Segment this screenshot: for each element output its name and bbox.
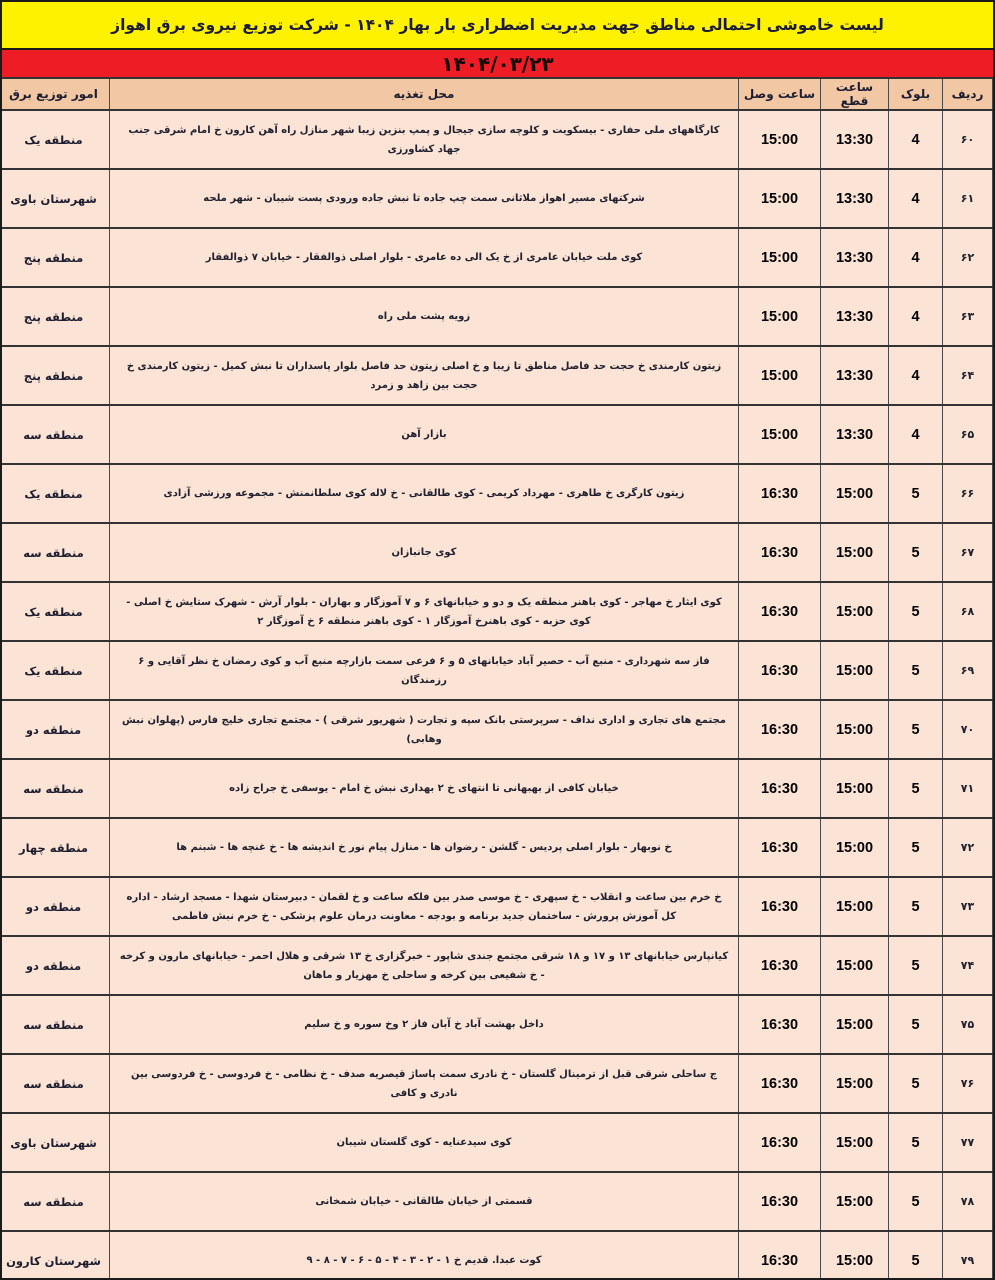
row-number-cell: ۷۷ <box>943 1113 993 1172</box>
cut-time-cell: 15:00 <box>821 1113 889 1172</box>
table-row <box>0 995 993 1054</box>
block-cell: 5 <box>889 464 943 523</box>
row-number-cell: ۷۸ <box>943 1172 993 1231</box>
reconnect-time-cell: 16:30 <box>739 1113 821 1172</box>
district-cell: منطقه یک <box>0 582 110 641</box>
location-cell: فاز سه شهرداری - منبع آب - حصیر آباد خیابانهای ۵ و ۶ فرعی سمت بازارچه منبع آب و کوی رمضان خ نظر آقایی و ۶ رزمندگان <box>110 641 739 700</box>
block-cell: 5 <box>889 936 943 995</box>
table-row <box>0 1054 993 1113</box>
row-number-cell: ۶۰ <box>943 110 993 169</box>
header-reconnect-time: ساعت وصل <box>739 78 821 110</box>
header-row-number: ردیف <box>943 78 993 110</box>
block-cell: 5 <box>889 641 943 700</box>
location-cell: کوت عبدا. قدیم خ ۱ - ۲ - ۳ - ۴ - ۵ - ۶ - ۷ - ۸ - ۹ <box>110 1231 739 1280</box>
row-number-cell: ۶۱ <box>943 169 993 228</box>
location-cell: کوی ایثار خ مهاجر - کوی باهنر منطقه یک و دو و خیابانهای ۶ و ۷ آموزگار و بهاران - بلوار آرش - شهرک ستایش خ اصلی - کوی حزبه - کوی باهنرخ آموزگار ۱ - کوی باهنر منطقه ۶ خ آموزگار ۲ <box>110 582 739 641</box>
location-cell: ج ساحلی شرقی قبل از ترمینال گلستان - خ نادری سمت پاساژ قیصریه صدف - خ نظامی - خ فردوسی - خ فردوسی بین نادری و کافی <box>110 1054 739 1113</box>
reconnect-time-cell: 16:30 <box>739 818 821 877</box>
table-row <box>0 228 993 287</box>
table-body <box>0 110 993 1280</box>
location-cell: داخل بهشت آباد خ آبان فاز ۲ وخ سوره و خ سلیم <box>110 995 739 1054</box>
outage-schedule-table <box>0 77 993 1280</box>
row-number-cell: ۷۰ <box>943 700 993 759</box>
block-cell: 5 <box>889 1054 943 1113</box>
table-row <box>0 1231 993 1280</box>
header-location: محل تغذیه <box>110 78 739 110</box>
block-cell: 5 <box>889 1113 943 1172</box>
reconnect-time-cell: 16:30 <box>739 582 821 641</box>
block-cell: 4 <box>889 228 943 287</box>
header-cut-time: ساعت قطع <box>821 78 889 110</box>
reconnect-time-cell: 16:30 <box>739 641 821 700</box>
location-cell: کوی ملت خیابان عامری از خ یک الی ده عامری - بلوار اصلی ذوالفقار - خیابان ۷ ذوالفقار <box>110 228 739 287</box>
location-cell: شرکتهای مسیر اهواز ملاثانی سمت چپ جاده تا نبش جاده ورودی پست شیبان - شهر ملحه <box>110 169 739 228</box>
header-row <box>0 78 993 110</box>
table-row <box>0 877 993 936</box>
table-header <box>0 78 993 110</box>
row-number-cell: ۶۳ <box>943 287 993 346</box>
cut-time-cell: 15:00 <box>821 1231 889 1280</box>
district-cell: منطقه سه <box>0 1054 110 1113</box>
reconnect-time-cell: 16:30 <box>739 936 821 995</box>
location-cell: زیتون کارگری خ طاهری - مهرداد کریمی - کوی طالقانی - خ لاله کوی سلطانمنش - مجموعه ورزشی آزادی <box>110 464 739 523</box>
row-number-cell: ۶۹ <box>943 641 993 700</box>
table-row <box>0 169 993 228</box>
district-cell: منطقه یک <box>0 464 110 523</box>
district-cell: شهرستان کارون <box>0 1231 110 1280</box>
reconnect-time-cell: 16:30 <box>739 1054 821 1113</box>
district-cell: منطقه سه <box>0 759 110 818</box>
cut-time-cell: 13:30 <box>821 228 889 287</box>
table-row <box>0 110 993 169</box>
table-row <box>0 818 993 877</box>
table-row <box>0 405 993 464</box>
location-cell: زیتون کارمندی خ حجت حد فاصل مناطق تا زیبا و خ اصلی زیتون حد فاصل بلوار پاسداران تا نبش کمیل - زیتون کارمندی خ حجت بین زاهد و زمرد <box>110 346 739 405</box>
block-cell: 4 <box>889 287 943 346</box>
cut-time-cell: 15:00 <box>821 759 889 818</box>
block-cell: 4 <box>889 110 943 169</box>
cut-time-cell: 15:00 <box>821 936 889 995</box>
reconnect-time-cell: 15:00 <box>739 287 821 346</box>
district-cell: منطقه پنج <box>0 287 110 346</box>
reconnect-time-cell: 16:30 <box>739 759 821 818</box>
table-row <box>0 1172 993 1231</box>
row-number-cell: ۷۴ <box>943 936 993 995</box>
reconnect-time-cell: 16:30 <box>739 877 821 936</box>
row-number-cell: ۷۶ <box>943 1054 993 1113</box>
cut-time-cell: 15:00 <box>821 641 889 700</box>
district-cell: منطقه سه <box>0 523 110 582</box>
cut-time-cell: 15:00 <box>821 700 889 759</box>
district-cell: منطقه یک <box>0 110 110 169</box>
reconnect-time-cell: 15:00 <box>739 169 821 228</box>
row-number-cell: ۶۲ <box>943 228 993 287</box>
cut-time-cell: 13:30 <box>821 405 889 464</box>
table-row <box>0 936 993 995</box>
row-number-cell: ۷۲ <box>943 818 993 877</box>
row-number-cell: ۶۵ <box>943 405 993 464</box>
cut-time-cell: 15:00 <box>821 995 889 1054</box>
district-cell: منطقه پنج <box>0 228 110 287</box>
reconnect-time-cell: 16:30 <box>739 1231 821 1280</box>
cut-time-cell: 15:00 <box>821 582 889 641</box>
location-cell: کیانپارس خیابانهای ۱۳ و ۱۷ و ۱۸ شرقی مجتمع جندی شاپور - خبرگزاری خ ۱۳ شرقی و هلال احمر - خیابانهای مارون و کرخه - خ شفیعی بین کرخه و ساحلی خ مهزیار و ماهان <box>110 936 739 995</box>
reconnect-time-cell: 16:30 <box>739 464 821 523</box>
location-cell: قسمتی از خیابان طالقانی - خیابان شمخانی <box>110 1172 739 1231</box>
block-cell: 5 <box>889 1172 943 1231</box>
block-cell: 5 <box>889 582 943 641</box>
row-number-cell: ۶۷ <box>943 523 993 582</box>
cut-time-cell: 13:30 <box>821 287 889 346</box>
header-district: امور توزیع برق <box>0 78 110 110</box>
block-cell: 5 <box>889 759 943 818</box>
cut-time-cell: 15:00 <box>821 1054 889 1113</box>
reconnect-time-cell: 16:30 <box>739 1172 821 1231</box>
cut-time-cell: 15:00 <box>821 877 889 936</box>
block-cell: 5 <box>889 818 943 877</box>
block-cell: 5 <box>889 1231 943 1280</box>
location-cell: زویه پشت ملی راه <box>110 287 739 346</box>
table-row <box>0 346 993 405</box>
reconnect-time-cell: 15:00 <box>739 405 821 464</box>
reconnect-time-cell: 16:30 <box>739 995 821 1054</box>
location-cell: خ خرم بین ساعت و انقلاب - خ سپهری - خ موسی صدر بین فلکه ساعت و خ لقمان - دبیرستان شهدا - مسجد ارشاد - اداره کل آموزش پرورش - ساختمان جدید برنامه و بودجه - معاونت درمان علوم پزشکی - خ خرم نبش فاطمی <box>110 877 739 936</box>
cut-time-cell: 13:30 <box>821 110 889 169</box>
location-cell: کوی سیدعنایه - کوی گلستان شیبان <box>110 1113 739 1172</box>
table-row <box>0 287 993 346</box>
block-cell: 5 <box>889 523 943 582</box>
district-cell: منطقه سه <box>0 405 110 464</box>
district-cell: منطقه پنج <box>0 346 110 405</box>
table-row <box>0 464 993 523</box>
row-number-cell: ۷۱ <box>943 759 993 818</box>
reconnect-time-cell: 15:00 <box>739 110 821 169</box>
date-banner <box>2 50 993 77</box>
district-cell: شهرستان باوی <box>0 169 110 228</box>
district-cell: منطقه چهار <box>0 818 110 877</box>
row-number-cell: ۷۵ <box>943 995 993 1054</box>
table-row <box>0 523 993 582</box>
cut-time-cell: 13:30 <box>821 346 889 405</box>
row-number-cell: ۷۹ <box>943 1231 993 1280</box>
table-row <box>0 641 993 700</box>
header-block: بلوک <box>889 78 943 110</box>
district-cell: شهرستان باوی <box>0 1113 110 1172</box>
district-cell: منطقه یک <box>0 641 110 700</box>
location-cell: خیابان کافی از بهبهانی تا انتهای خ ۲ بهداری نبش خ امام - یوسفی خ جراح زاده <box>110 759 739 818</box>
district-cell: منطقه سه <box>0 1172 110 1231</box>
date-text: ۱۴۰۴/۰۳/۲۳ <box>441 51 554 76</box>
cut-time-cell: 13:30 <box>821 169 889 228</box>
location-cell: کارگاههای ملی حفاری - بیسکویت و کلوچه سازی جیجال و پمپ بنزین زیبا شهر منازل راه آهن کارون خ امام شرقی جنب جهاد کشاورزی <box>110 110 739 169</box>
district-cell: منطقه دو <box>0 700 110 759</box>
cut-time-cell: 15:00 <box>821 1172 889 1231</box>
location-cell: بازار آهن <box>110 405 739 464</box>
title-band <box>2 2 993 50</box>
table-row <box>0 759 993 818</box>
table-row <box>0 1113 993 1172</box>
row-number-cell: ۶۴ <box>943 346 993 405</box>
district-cell: منطقه سه <box>0 995 110 1054</box>
block-cell: 5 <box>889 700 943 759</box>
location-cell: خ نوبهار - بلوار اصلی پردیس - گلشن - رضوان ها - منازل پیام نور خ اندیشه ها - خ غنچه ها - شبنم ها <box>110 818 739 877</box>
row-number-cell: ۶۸ <box>943 582 993 641</box>
location-cell: کوی جانبازان <box>110 523 739 582</box>
location-cell: مجتمع های تجاری و اداری نداف - سرپرستی بانک سپه و تجارت ( شهریور شرقی ) - مجتمع تجاری خلیج فارس (پهلوان نبش وهابی) <box>110 700 739 759</box>
row-number-cell: ۶۶ <box>943 464 993 523</box>
district-cell: منطقه دو <box>0 877 110 936</box>
cut-time-cell: 15:00 <box>821 818 889 877</box>
district-cell: منطقه دو <box>0 936 110 995</box>
block-cell: 4 <box>889 169 943 228</box>
table-row <box>0 700 993 759</box>
block-cell: 5 <box>889 995 943 1054</box>
block-cell: 4 <box>889 346 943 405</box>
reconnect-time-cell: 15:00 <box>739 228 821 287</box>
block-cell: 4 <box>889 405 943 464</box>
reconnect-time-cell: 15:00 <box>739 346 821 405</box>
row-number-cell: ۷۳ <box>943 877 993 936</box>
reconnect-time-cell: 16:30 <box>739 523 821 582</box>
page-title: لیست خاموشی احتمالی مناطق جهت مدیریت اضطراری بار بهار ۱۴۰۴ - شرکت توزیع نیروی برق اهواز <box>111 16 884 34</box>
reconnect-time-cell: 16:30 <box>739 700 821 759</box>
block-cell: 5 <box>889 877 943 936</box>
cut-time-cell: 15:00 <box>821 464 889 523</box>
table-row <box>0 582 993 641</box>
cut-time-cell: 15:00 <box>821 523 889 582</box>
